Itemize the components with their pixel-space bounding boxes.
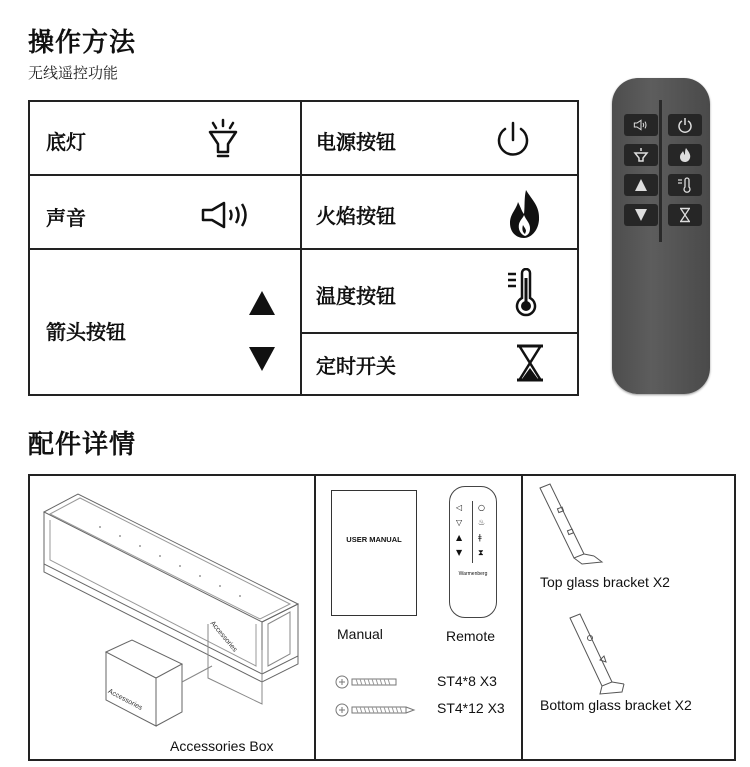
section-title-operation: 操作方法 <box>28 28 137 58</box>
remote-power-button <box>668 114 702 136</box>
arrow-down-icon <box>248 346 276 372</box>
arrow-down-icon: ▼ <box>456 548 463 557</box>
screw-long-icon <box>334 702 424 718</box>
bottom-bracket-drawing <box>564 608 640 698</box>
thermometer-icon <box>677 177 693 193</box>
label-sound: 声音 <box>46 206 86 230</box>
caption-bottom-bracket: Bottom glass bracket X2 <box>540 697 692 713</box>
box-label-on-fireplace: Accessories <box>208 620 239 654</box>
arrow-up-icon: ▲ <box>456 533 463 542</box>
remote-divider <box>659 100 662 242</box>
label-power-button: 电源按钮 <box>316 130 396 154</box>
box-label-on-box: Accessories <box>106 688 144 712</box>
arrow-up-icon <box>248 290 276 316</box>
label-flame-button: 火焰按钮 <box>316 204 396 228</box>
remote-sound-button <box>624 114 658 136</box>
caption-manual: Manual <box>337 626 383 642</box>
caption-top-bracket: Top glass bracket X2 <box>540 574 670 590</box>
hourglass-icon: ⧗ <box>478 548 484 557</box>
remote-down-button <box>624 204 658 226</box>
speaker-icon <box>200 200 252 230</box>
label-arrow-buttons: 箭头按钮 <box>46 320 126 344</box>
screw-short-icon <box>334 674 414 690</box>
light-bulb-icon <box>633 147 649 163</box>
flame-icon <box>506 188 544 240</box>
remote-up-button <box>624 174 658 196</box>
fireplace-drawing <box>40 482 308 734</box>
arrow-up-icon <box>633 177 649 193</box>
accessories-table <box>28 474 736 761</box>
label-timer-switch: 定时开关 <box>316 354 396 378</box>
caption-remote: Remote <box>446 628 496 644</box>
section-subtitle-remote-functions: 无线遥控功能 <box>28 64 119 82</box>
screw-short-label: ST4*8 X3 <box>437 673 497 689</box>
remote-drawing <box>449 486 497 618</box>
manual-cover-title: USER MANUAL <box>346 535 402 544</box>
power-icon <box>677 117 693 133</box>
power-icon <box>494 120 532 160</box>
remote-control-image <box>612 78 710 394</box>
power-icon: ○ <box>478 503 485 512</box>
speaker-icon: ◁ <box>456 503 463 512</box>
hourglass-icon <box>515 344 545 382</box>
flame-icon: ♨ <box>478 518 486 527</box>
flame-icon <box>677 147 693 163</box>
thermometer-icon <box>506 268 540 318</box>
remote-temperature-button <box>668 174 702 196</box>
arrow-down-icon <box>633 207 649 223</box>
thermometer-icon: ǂ <box>478 533 482 542</box>
top-bracket-drawing <box>536 482 616 568</box>
remote-brand: Warmenberg <box>458 571 488 577</box>
speaker-icon <box>633 117 649 133</box>
remote-flame-button <box>668 144 702 166</box>
screw-long-label: ST4*12 X3 <box>437 700 505 716</box>
light-bulb-icon: ▽ <box>456 518 463 527</box>
operation-table <box>28 100 579 396</box>
hourglass-icon <box>677 207 693 223</box>
caption-accessories-box: Accessories Box <box>170 738 274 754</box>
light-bulb-icon <box>206 118 240 160</box>
remote-timer-button <box>668 204 702 226</box>
remote-light-button <box>624 144 658 166</box>
section-title-accessories: 配件详情 <box>28 430 137 460</box>
label-base-light: 底灯 <box>46 130 86 154</box>
label-temperature-button: 温度按钮 <box>316 284 396 308</box>
manual-booklet <box>331 490 417 616</box>
